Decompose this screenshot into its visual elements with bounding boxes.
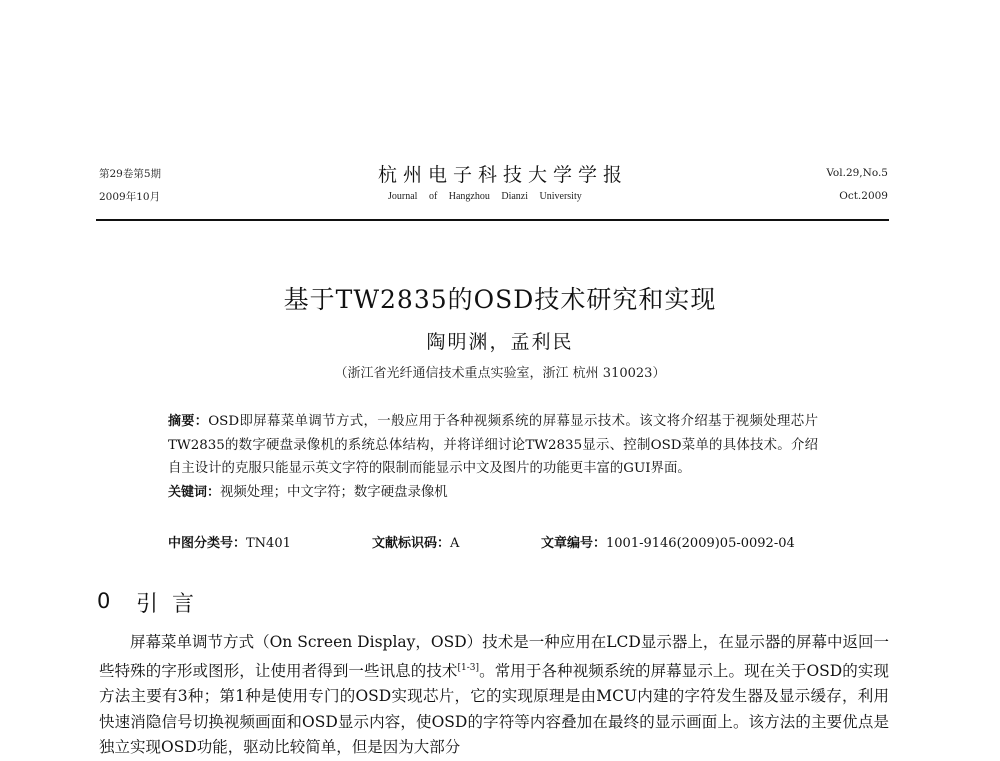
clc-number: 中图分类号：TN401	[168, 536, 291, 551]
body-paragraph: 屏幕菜单调节方式（On Screen Display，OSD）技术是一种应用在LCD显示器上，在显示器的屏幕中返回一些特殊的字形或图形，让使用者得到一些讯息的技术[1-3]。常用于各种视频系统的屏幕显示上。现在关于OSD的实现方法主要有3种；第1种是使用专门的OSD实现芯片，它的实现原理是由MCU内建的字符发生器及显示缓存，利用快速消隐信号切换视频画面和OSD显示内容，使OSD的字符等内容叠加在最终的显示画面上。该方法的主要优点是独立实现OSD功能，驱动比较简单，但是因为大部分	[99, 633, 889, 757]
issue-info: 第29卷第5期	[99, 168, 162, 180]
paper-affiliation: （浙江省光纤通信技术重点实验室，浙江 杭州 310023）	[334, 366, 666, 381]
abstract-text: OSD即屏幕菜单调节方式，一般应用于各种视频系统的屏幕显示技术。该文将介绍基于视频处理芯片TW2835的数字硬盘录像机的系统总体结构，并将详细讨论TW2835显示、控制OSD菜单的具体技术。介绍自主设计的克服只能显示英文字符的限制而能显示中文及图片的功能更丰富的GUI界面。	[168, 414, 818, 476]
abstract	[168, 410, 818, 481]
keywords-text: 视频处理；中文字符；数字硬盘录像机	[220, 484, 448, 500]
journal-title-en: Journal of Hangzhou Dianzi University	[388, 191, 582, 202]
issue-date-en: Oct.2009	[839, 190, 888, 202]
article-number: 文章编号：1001-9146(2009)05-0092-04	[541, 536, 795, 551]
section-title: 引言	[136, 592, 209, 617]
citation-ref: [1-3]	[457, 662, 480, 673]
paper-title: 基于TW2835的OSD技术研究和实现	[283, 285, 717, 314]
section-number: 0	[97, 589, 111, 613]
body-text	[99, 630, 889, 761]
volume-info: Vol.29,No.5	[826, 167, 888, 179]
abstract-label: 摘要：	[168, 414, 209, 429]
abstract-block	[168, 410, 818, 504]
keywords	[168, 481, 818, 505]
journal-title-cn: 杭州电子科技大学学报	[378, 164, 629, 186]
paper-authors: 陶明渊，孟利民	[426, 331, 574, 353]
header-rule	[96, 219, 889, 221]
issue-date: 2009年10月	[99, 191, 161, 203]
document-code: 文献标识码：A	[372, 536, 460, 551]
keywords-label: 关键词：	[168, 484, 221, 500]
